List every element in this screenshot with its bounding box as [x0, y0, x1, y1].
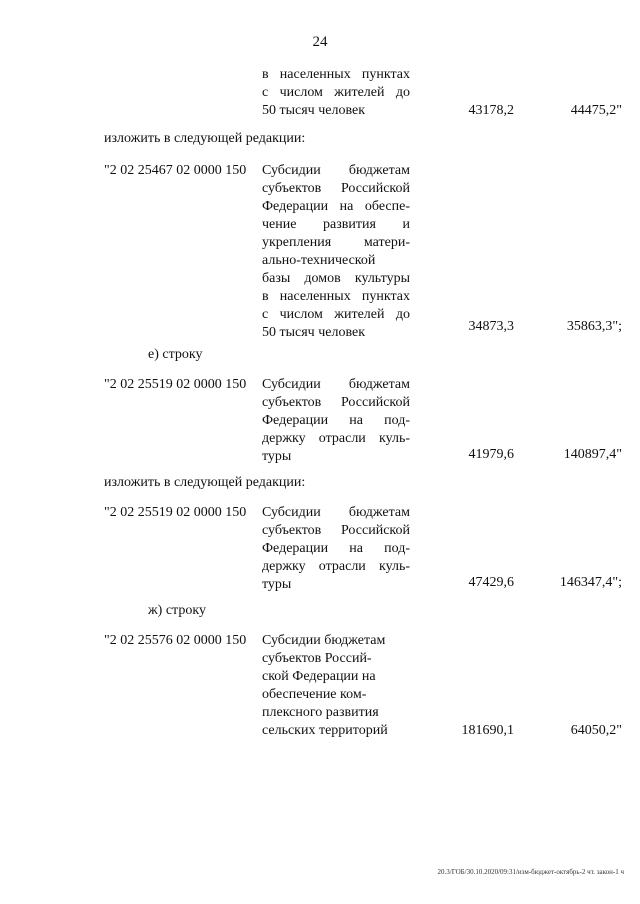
description-line: 50 тысяч человек [262, 325, 366, 340]
description-line: Субсидии бюджетам [262, 377, 410, 392]
description-line: чение развития и [262, 217, 410, 232]
row-description [262, 162, 410, 342]
description-line: в населенных пунктах [262, 67, 410, 82]
description-line: Федерации на под- [262, 413, 410, 428]
description-line: ской Федерации на [262, 669, 376, 684]
description-line: туры [262, 449, 292, 464]
description-line: Субсидии бюджетам [262, 163, 410, 178]
description-line: в населенных пунктах [262, 289, 410, 304]
instruction-text: ж) строку [148, 603, 206, 618]
description-line: Федерации на под- [262, 541, 410, 556]
description-line: базы домов культуры [262, 271, 410, 286]
description-line: Субсидии бюджетам [262, 633, 386, 648]
description-line: субъектов Российской [262, 395, 410, 410]
description-line: субъектов Россий- [262, 651, 372, 666]
value-column-2: 146347,4"; [559, 575, 622, 590]
description-line: держку отрасли куль- [262, 431, 410, 446]
row-description [262, 376, 410, 466]
description-line: субъектов Российской [262, 523, 410, 538]
value-column-1: 34873,3 [468, 319, 514, 334]
description-line: с числом жителей до [262, 85, 410, 100]
row-description [262, 632, 410, 740]
description-line: с числом жителей до [262, 307, 410, 322]
instruction-text: е) строку [148, 347, 203, 362]
description-line: плексного развития [262, 705, 379, 720]
description-line: обеспечение ком- [262, 687, 367, 702]
description-line: туры [262, 577, 292, 592]
description-line: держку отрасли куль- [262, 559, 410, 574]
budget-code: "2 02 25467 02 0000 150 [104, 163, 247, 178]
description-line: Федерации на обеспе- [262, 199, 410, 214]
value-column-1: 43178,2 [468, 103, 514, 118]
budget-code: "2 02 25519 02 0000 150 [104, 505, 247, 520]
value-column-1: 181690,1 [461, 723, 514, 738]
description-line: ально-технической [262, 253, 376, 268]
value-column-2: 35863,3"; [566, 319, 622, 334]
description-line: укрепления матери- [262, 235, 410, 250]
value-column-1: 41979,6 [468, 447, 514, 462]
value-column-2: 64050,2" [570, 723, 622, 738]
value-column-1: 47429,6 [468, 575, 514, 590]
description-line: субъектов Российской [262, 181, 410, 196]
budget-code: "2 02 25576 02 0000 150 [104, 633, 247, 648]
value-column-2: 140897,4" [563, 447, 622, 462]
page-number: 24 [312, 34, 328, 50]
row-description [262, 66, 410, 120]
document-footer: 20.3/ГОБ/30.10.2020/09:31/изм-бюджет-октябрь-2 чт. закон-1 ч [437, 868, 624, 876]
row-description [262, 504, 410, 594]
description-line: 50 тысяч человек [262, 103, 366, 118]
budget-code: "2 02 25519 02 0000 150 [104, 377, 247, 392]
description-line: сельских территорий [262, 723, 388, 738]
description-line: Субсидии бюджетам [262, 505, 410, 520]
value-column-2: 44475,2" [570, 103, 622, 118]
instruction-text: изложить в следующей редакции: [104, 131, 306, 146]
instruction-text: изложить в следующей редакции: [104, 475, 306, 490]
